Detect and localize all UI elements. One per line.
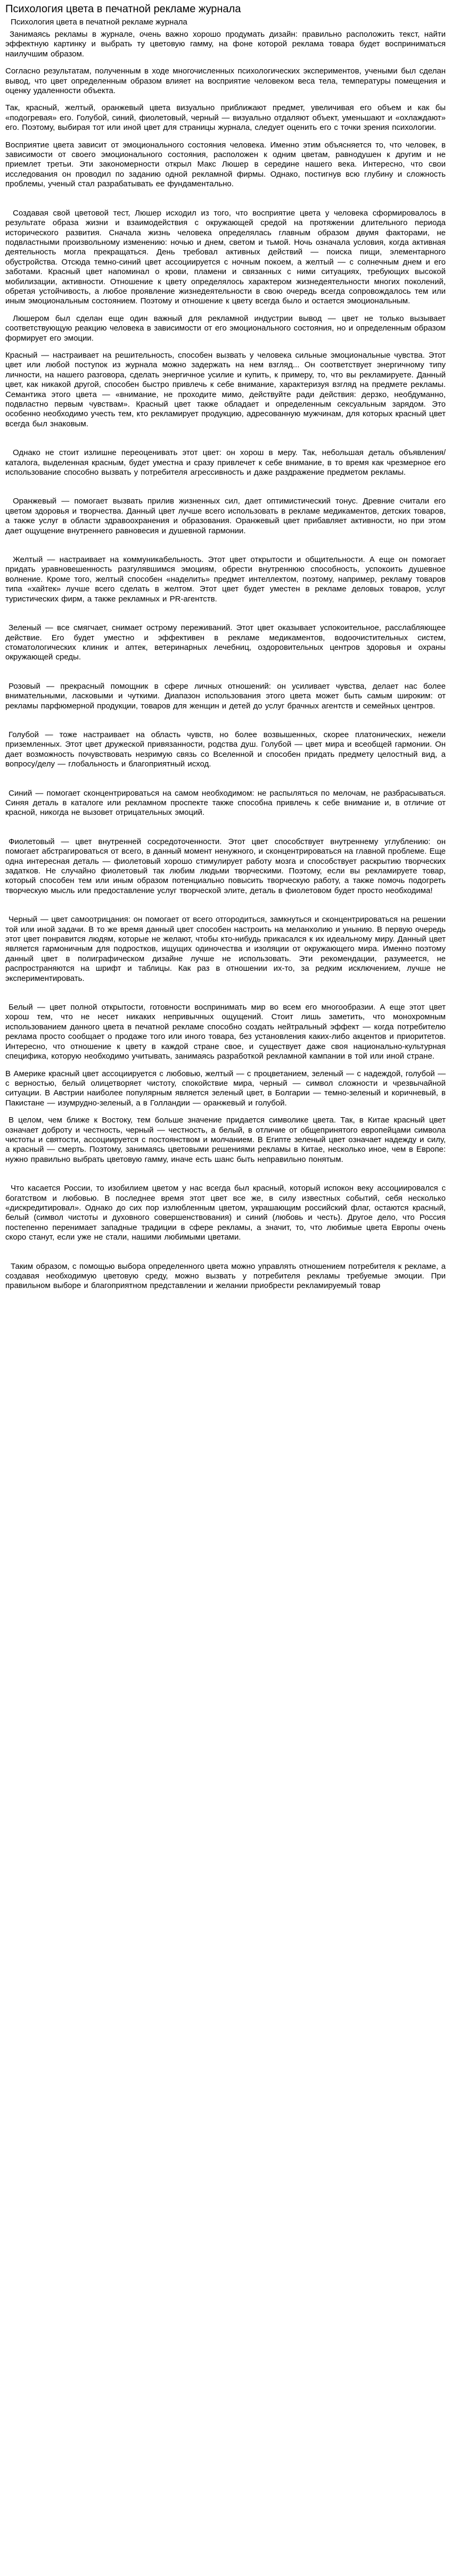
spacer: [5, 903, 446, 915]
spacer: [5, 1172, 446, 1184]
paragraph-red: Красный — настраивает на решительность, способен вызвать у человека сильные эмоциональные чувства. Этот цвет или любой поступок из журнала можно задержать на нем взгляд... Он соответствует энергичному типу личности, на нашего разговора, сделать энергичное усилие и купить, к примеру, то, что вы рекламируете. Данный цвет, как никакой другой, способен быстро привлечь к себе внимание, характеризуя взгляд на предмете рекламы. Семантика этого цвета — «внимание, не проходите мимо, действуйте ради действия: дерзко, необдуманно, подвластно первым чувствам». Красный цвет также обладает и определенным сексуальным зарядом. Это особенно необходимо учесть тем, кто рекламирует продукцию, адресованную мужчинам, для которых красный цвет всегда был знаковым.: [5, 350, 446, 428]
paragraph-warm-cold: Так, красный, желтый, оранжевый цвета визуально приближают предмет, увеличивая его объем и как бы «подогревая» его. Голубой, синий, фиолетовый, черный — визуально отдаляют объект, уменьшают и «охлаждают» его. Поэтому, выбирая тот или иной цвет для страницы журнала, следует оценить его с точки зрения психологии.: [5, 103, 446, 133]
spacer: [5, 485, 446, 497]
paragraph-orange: Оранжевый — помогает вызвать прилив жизненных сил, дает оптимистический тонус. Древние считали его цветом здоровья и творчества. Данный цвет лучше всего использовать в рекламе медикаментов, детских товаров, а также услуг в области здравоохранения и образования. Оранжевый цвет прибавляет активности, но при этом дает ощущение внутреннего равновесия и душевной гармонии.: [5, 497, 446, 535]
paragraph-white: Белый — цвет полной открытости, готовности воспринимать мир во всем его многообразии. А еще этот цвет хорош тем, что не несет никаких непривычных ощущений. Стоит лишь заметить, что монохромным использованием данного цвета в печатной рекламе способно создать нейтральный эффект — когда потребителю реклама просто сообщает о продаже того или иного товара, без установления каких-либо акцентов и приоритетов. Интересно, что отношение к цвету в каждой стране свое, и существует даже своя национально-культурная специфика, которую необходимо учитывать, занимаясь разработкой рекламной кампании в той или иной стране.: [5, 1003, 446, 1061]
paragraph-russia: Что касается России, то изобилием цветом у нас всегда был красный, который испокон веку ассоциировался с богатством и любовью. В последнее время этот цвет все же, в силу известных событий, себя несколько «дискредитировал». Однако до сих пор излюбленным цветом, украшающим российский флаг, остаются красный, белый (символ чистоты и духовного совершенствования) и синий (любовь и честь). Другое дело, что Россия постепенно перенимает западные традиции в сфере рекламы, а значит, то, что любимые цвета Европы очень скоро станут, если уже не стали, нашими любимыми цветами.: [5, 1184, 446, 1242]
paragraph-intro: Занимаясь рекламы в журнале, очень важно хорошо продумать дизайн: правильно расположить текст, найти эффектную картинку и выбрать ту цветовую гамму, на фоне которой реклама товара будет восприниматься наилучшим образом.: [5, 30, 446, 59]
paragraph-green: Зеленый — все смягчает, снимает острому переживаний. Этот цвет оказывает успокоительное, расслабляющее действие. Его будет уместно и эффективен в рекламе медикаментов, водоочистительных систем, стоматологических клиник и аптек, ветеринарных лечебниц, оздоровительных центров здоровья и охраны окружающей среды.: [5, 623, 446, 662]
spacer: [5, 670, 446, 682]
page-title: Психология цвета в печатной рекламе журнала: [5, 3, 241, 15]
paragraph-light-blue: Голубой — тоже настраивает на область чувств, но более возвышенных, скорее платонических, нежели приземленных. Этот цвет дружеской привязанности, родства душ. Голубой — цвет мира и всеобщей гармонии. Он дает возможность почувствовать незримую связь со Вселенной и способен придать предмету целостный вид, а вопросу/делу — глобальность и благоприятный исход.: [5, 730, 446, 769]
spacer: [5, 825, 446, 837]
paragraph-research: Согласно результатам, полученным в ходе многочисленных психологических экспериментов, учеными был сделан вывод, что цвет определенным образом влияет на восприятие человеком веса тела, температуры помещения и оценку удаленности объекта.: [5, 67, 446, 96]
spacer: [5, 543, 446, 555]
spacer: [5, 991, 446, 1003]
paragraph-luscher-conclusion: Люшером был сделан еще один важный для рекламной индустрии вывод — цвет не только вызывает соответствующую реакцию человека в зависимости от его эмоционального состояния, но и определенным образом формирует его эмоции.: [5, 313, 446, 343]
paragraph-black: Черный — цвет самоотрицания: он помогает от всего отгородиться, замкнуться и сконцентрироваться на решении той или иной задачи. В то же время данный цвет способен настроить на меланхолию и унынию. В первую очередь этот цвет понравится людям, которые не желают, чтобы кто-нибудь прикасался к их идеальному миру. Данный цвет является гармоничным для подростков, ищущих одиночества и изоляции от окружающего мира. Именно поэтому данный цвет в полиграфическом дизайне лучше не использовать. Эти рекомендации, разумеется, не распространяются на шрифт и таблицы. Как раз в отношении их-то, за редким исключением, лучше не экспериментировать.: [5, 915, 446, 983]
spacer: [5, 197, 446, 209]
spacer: [5, 436, 446, 448]
paragraph-red-caution: Однако не стоит излишне переоценивать этот цвет: он хорош в меру. Так, небольшая деталь объявления/каталога, выделенная красным, будет уместна и сразу привлечет к себе внимание, в то время как чрезмерное его использование способно вызвать у потребителя агрессивность и даже раздражение предметом рекламы.: [5, 448, 446, 477]
paragraph-yellow: Желтый — настраивает на коммуникабельность. Этот цвет открытости и общительности. А еще он помогает придать уравновешенность разгулявшимся эмоциям, обрести внутреннюю способность, успокоить душевное волнение. Кроме того, желтый способен «наделить» предмет интеллектом, поэтому, например, рекламу товаров типа «хайтек» лучше всего сделать в желтом. Этот цвет будет уместен в рекламе деловых товаров, услуг туристических фирм, а также рекламных и PR-агентств.: [5, 555, 446, 604]
paragraph-luscher: Восприятие цвета зависит от эмоционального состояния человека. Именно этим объясняется то, что человек, в зависимости от своего эмоционального состояния, расположен к одним цветам, равнодушен к другим и не приемлет третьи. Эти закономерности открыл Макс Люшер в середине нашего века. Интересно, что свои исследования он проводил по заданию одной рекламной фирмы. Однако, постигнув всю глубину и сложность проблемы, ученый стал разрабатывать ее фундаментально.: [5, 140, 446, 189]
paragraph-america: В Америке красный цвет ассоциируется с любовью, желтый — с процветанием, зеленый — с надеждой, голубой — с верностью, белый олицетворяет чистоту, спокойствие мира, черный — символ сложности и чрезвычайной ситуации. В Австрии наиболее популярным является зеленый цвет, в Болгарии — темно-зеленый и коричневый, в Пакистане — изумрудно-зеленый, а в Голландии — оранжевый и голубой.: [5, 1069, 446, 1108]
paragraph-pink: Розовый — прекрасный помощник в сфере личных отношений: он усиливает чувства, делает нас более внимательными, ласковыми и чуткими. Диапазон использования этого цвета может быть самым широким: от рекламы парфюмерной продукции, товаров для женщин и детей до услуг брачных агентств и семейных центров.: [5, 681, 446, 711]
spacer: [5, 1250, 446, 1262]
paragraph-blue: Синий — помогает сконцентрироваться на самом необходимом: не распыляться по мелочам, не разбрасываться. Синяя деталь в каталоге или рекламном проспекте также способна привлечь к себе внимание и, в отличие от красной, никогда не вызовет отрицательных эмоций.: [5, 788, 446, 818]
spacer: [5, 719, 446, 730]
spacer: [5, 777, 446, 789]
paragraph-color-test: Создавая свой цветовой тест, Люшер исходил из того, что восприятие цвета у человека сформировалось в результате образа жизни и взаимодействия с окружающей средой на протяжении длительного периода исторического развития. Сначала жизнь человека определялась главным образом двумя факторами, не подвластными произвольному изменению: ночью и днем, светом и тьмой. Ночь означала условия, когда активная деятельность могла прекращаться. День требовал активных действий — поиска пищи, элементарного обустройства. Отсюда темно-синий цвет ассоциируется с ночным покоем, а желтый — с солнечным днем и его заботами. Красный цвет напоминал о крови, пламени и связанных с ними ситуациях, требующих высокой мобилизации, активности. Отношение к цвету определялось характером жизнедеятельности многих поколений, обретая устойчивость, а любое проявление жизнедеятельности в свою очередь всегда сопровождалось тем или иным эмоциональным состоянием. Поэтому и отношение к цвету всегда было и остается эмоциональным.: [5, 208, 446, 306]
article-subtitle: Психология цвета в печатной рекламе журнала: [11, 18, 187, 27]
paragraph-conclusion: Таким образом, с помощью выбора определенного цвета можно управлять отношением потребителя к рекламе, а создавая необходимую цветовую среду, можно вызвать у потребителя рекламы требуемые эмоции. При правильном выборе и благоприятном представлении и желании приобрести рекламируемый товар: [5, 1261, 446, 1291]
paragraph-violet: Фиолетовый — цвет внутренней сосредоточенности. Этот цвет способствует внутреннему углублению: он помогает абстрагироваться от всего, в данный момент ненужного, и сконцентрироваться на главной проблеме. Еще одна интересная деталь — фиолетовый хорошо стимулирует работу мозга и способствует раскрытию творческих задатков. Не случайно фиолетовый так любим людьми творческими. Поэтому, если вы рекламируете товар, который способен тем или иным образом потенциально повысить творческую работу, а также помочь подогреть творческую мысль или предоставление услуг творческой элите, деталь в фиолетовом будет просто необходима!: [5, 837, 446, 895]
spacer: [5, 612, 446, 623]
paragraph-east: В целом, чем ближе к Востоку, тем больше значение придается символике цвета. Так, в Китае красный цвет означает доброту и честность, черный — честность, а белый, в отличие от общепринятого европейцами символа чистоты и святости, ассоциируется с постоянством и молчанием. В Египте зеленый цвет означает надежду и силу, а красный — смерть. Поэтому, занимаясь цветовыми решениями рекламы в Китае, несколько иное, чем в Европе: нужно правильно выбрать цветовую гамму, иначе есть шанс быть неправильно понятым.: [5, 1116, 446, 1164]
